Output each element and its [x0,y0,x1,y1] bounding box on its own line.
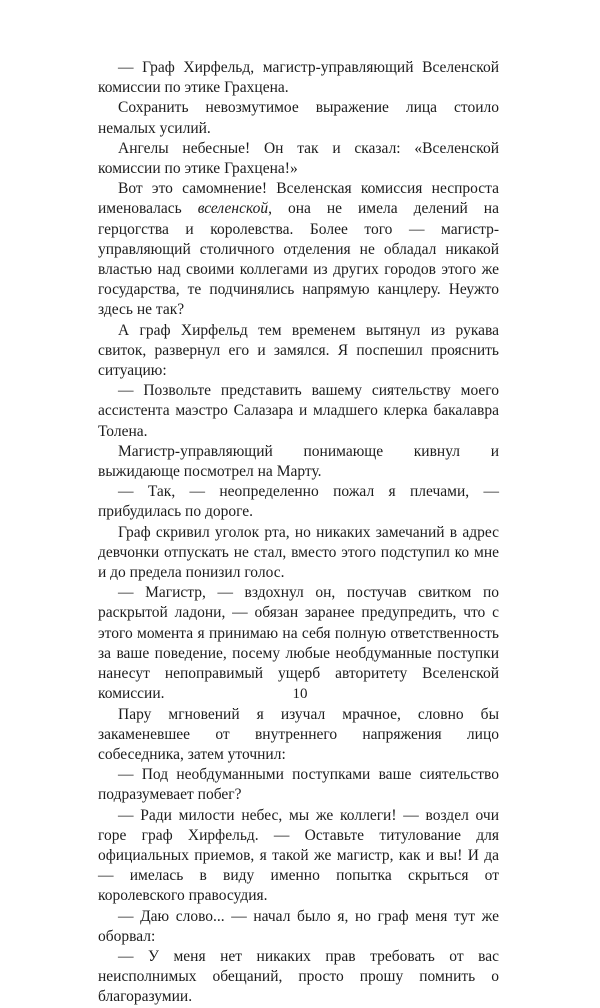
paragraph: Пару мгновений я изучал мрачное, словно бы закаменевшее от внутреннего напряжения лицо собеседника, затем уточнил: [98,705,499,763]
paragraph-text: Вот это самомнение! Вселенская комиссия неспроста именовалась [98,180,499,218]
page-number: 10 [292,686,308,702]
paragraph: — Под необдуманными поступками ваше сиятельство подразумевает побег? [98,766,499,804]
paragraph: — Позвольте представить вашему сиятельству моего ассистента маэстро Салазара и младшего клерка бакалавра Толена. [98,382,499,440]
paragraph: Магистр-управляющий понимающе кивнул и выжидающе посмотрел на Марту. [98,442,499,481]
paragraph: Сохранить невозмутимое выражение лица стоило немалых усилий. [98,99,499,137]
paragraph: — Так, — неопределенно пожал я плечами, — прибудилась по дороге. [98,483,499,521]
paragraph: — Даю слово... — начал было я, но граф меня тут же оборвал: [98,907,499,945]
italic-emphasis: вселенской [197,200,269,218]
paragraph [98,179,499,320]
paragraph: — Ради милости небес, мы же коллеги! — воздел очи горе граф Хирфельд. — Оставьте титулование для официальных приемов, я такой же магистр, как и вы! И да — имелась в виду именно попытка скрыться от королевского правосудия. [98,806,499,905]
paragraph: Граф скривил уголок рта, но никаких замечаний в адрес девчонки отпускать не стал, вместо этого подступил ко мне и до предела понизил голос. [98,523,499,582]
paragraph: — Магистр, — вздохнул он, постучав свитком по раскрытой ладони, — обязан заранее предупредить, что с этого момента я принимаю на себя полную ответственность за ваше поведение, посему любые необдуманные поступки нанесут непоправимый ущерб авторитету Вселенской комиссии. [98,584,499,703]
paragraph-text: , она не имела делений на герцогства и королевства. Более того — магистр-управляющий столичного отделения не обладал никакой властью над своими коллегами из других городов этого же государства, те подчинялись напрямую канцлеру. Неужто здесь не так? [98,200,499,319]
paragraph: А граф Хирфельд тем временем вытянул из рукава свиток, развернул его и замялся. Я поспешил прояснить ситуацию: [98,321,499,380]
paragraph: — У меня нет никаких прав требовать от вас неисполнимых обещаний, просто прошу помнить о благоразумии. [98,947,499,1006]
paragraph: Ангелы небесные! Он так и сказал: «Вселенской комиссии по этике Грахцена!» [98,139,499,178]
body-text [98,58,499,1008]
paragraph: — Граф Хирфельд, магистр-управляющий Вселенской комиссии по этике Грахцена. [98,59,499,97]
